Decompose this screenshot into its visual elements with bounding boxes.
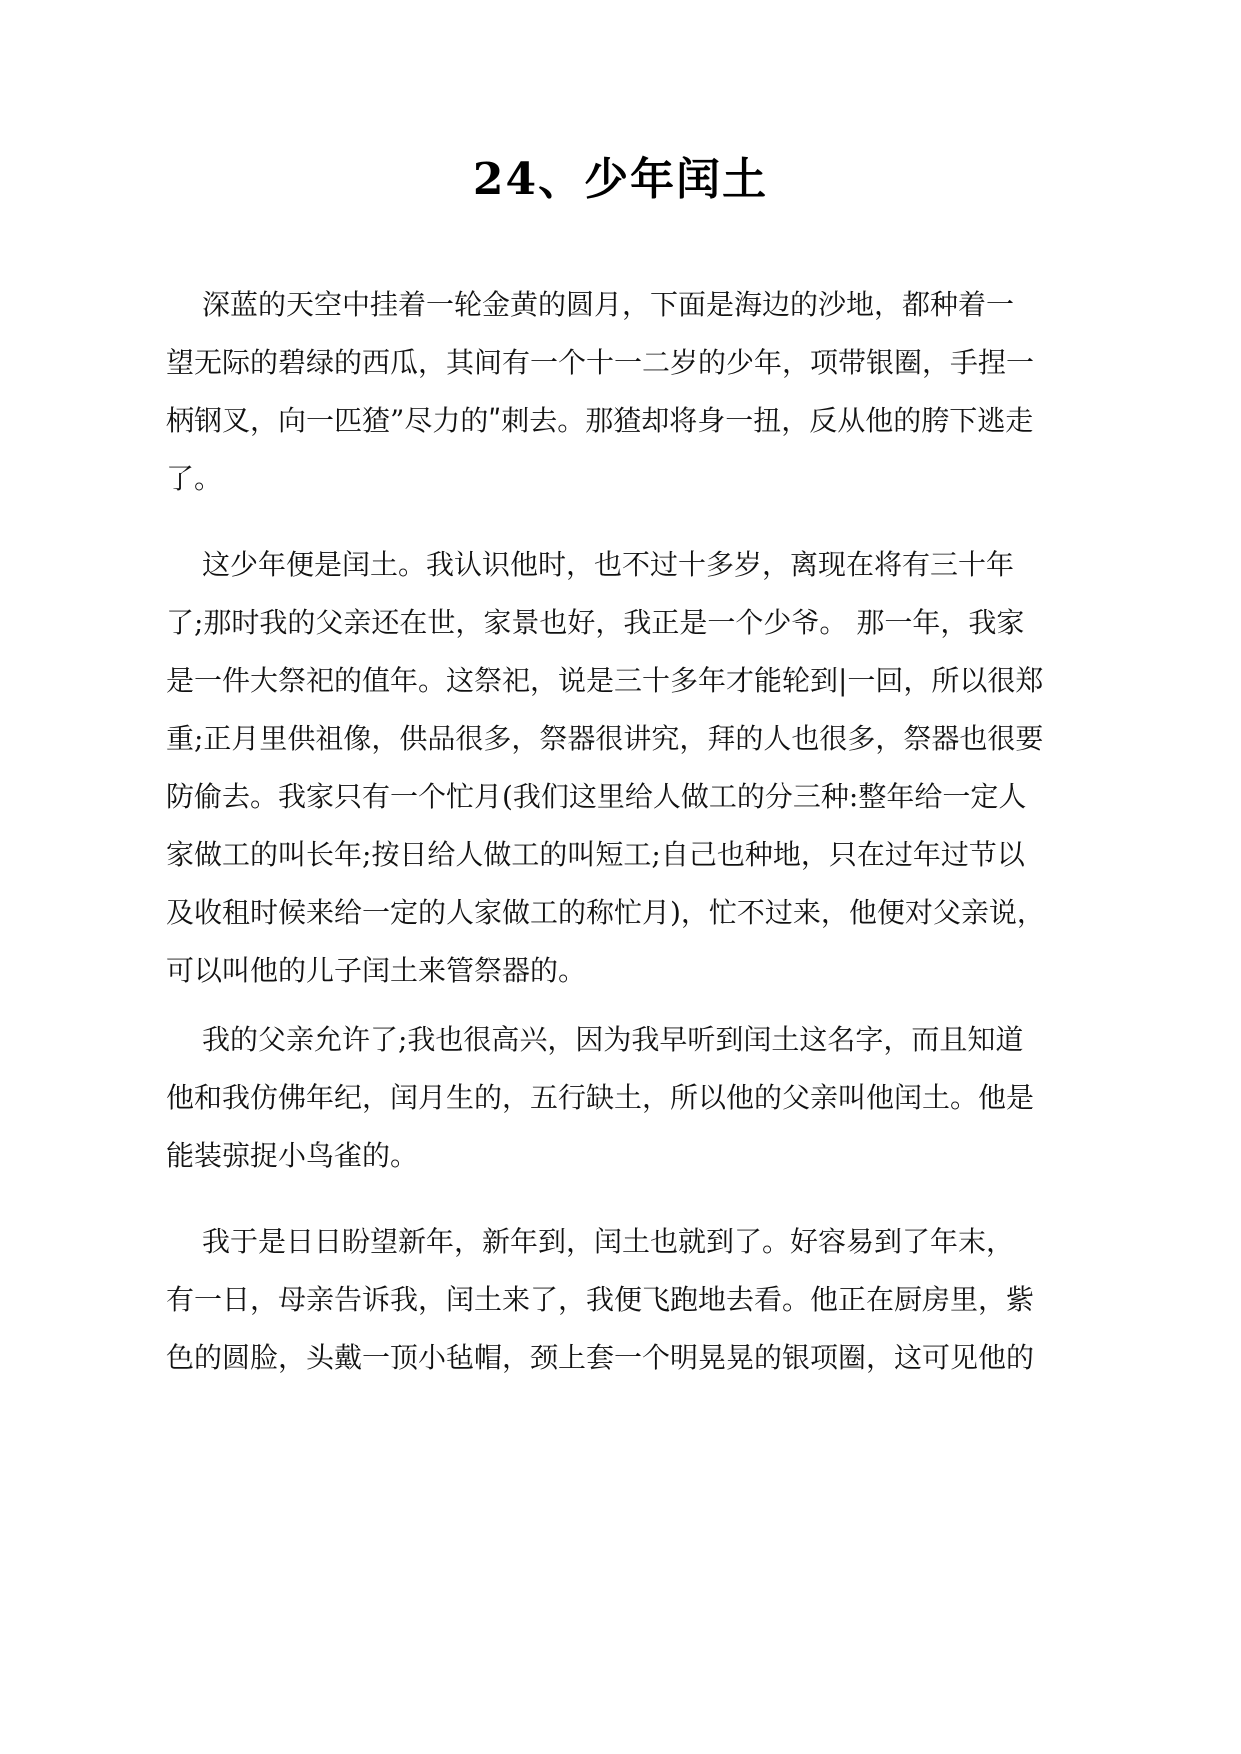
paragraph-line: 我的父亲允许了;我也很高兴，因为我早听到闰土这名字，而且知道: [202, 1023, 1024, 1056]
page-title: 24、少年闰土: [472, 154, 769, 205]
paragraph-line: 是一件大祭祀的值年。这祭祀，说是三十多年才能轮到|一回，所以很郑: [166, 664, 1044, 697]
paragraph-line: 可以叫他的儿子闰土来管祭器的。: [166, 954, 587, 987]
paragraph-line: 色的圆脸，头戴一顶小毡帽，颈上套一个明晃晃的银项圈，这可见他的: [166, 1341, 1035, 1374]
paragraph-line: 家做工的叫长年;按日给人做工的叫短工;自己也种地，只在过年过节以: [166, 838, 1025, 871]
paragraph-line: 他和我仿佛年纪，闰月生的，五行缺土，所以他的父亲叫他闰土。他是: [166, 1081, 1035, 1114]
paragraph-line: 了。: [166, 462, 223, 495]
paragraph-line: 柄钢叉，向一匹猹”尽力的ʺ刺去。那猹却将身一扭，反从他的胯下逃走: [166, 404, 1034, 437]
paragraph-line: 重;正月里供祖像，供品很多，祭器很讲究，拜的人也很多，祭器也很要: [166, 722, 1044, 755]
paragraph-line: 我于是日日盼望新年，新年到，闰土也就到了。好容易到了年末，: [202, 1225, 1015, 1258]
paragraph-line: 深蓝的天空中挂着一轮金黄的圆月，下面是海边的沙地，都种着一: [202, 288, 1015, 321]
paragraph-line: 望无际的碧绿的西瓜，其间有一个十一二岁的少年，项带银圈，手捏一: [166, 346, 1035, 379]
paragraph-line: 有一日，母亲告诉我，闰土来了，我便飞跑地去看。他正在厨房里，紫: [166, 1283, 1035, 1316]
paragraph-line: 了;那时我的父亲还在世，家景也好，我正是一个少爷。 那一年，我家: [166, 606, 1025, 639]
paragraph-line: 这少年便是闰土。我认识他时，也不过十多岁，离现在将有三十年: [202, 548, 1015, 581]
paragraph-line: 防偷去。我家只有一个忙月(我们这里给人做工的分三种:整年给一定人: [166, 780, 1027, 813]
paragraph-line: 能装弶捉小鸟雀的。: [166, 1139, 419, 1172]
paragraph-line: 及收租时候来给一定的人家做工的称忙月)，忙不过来，他便对父亲说，: [166, 896, 1045, 929]
